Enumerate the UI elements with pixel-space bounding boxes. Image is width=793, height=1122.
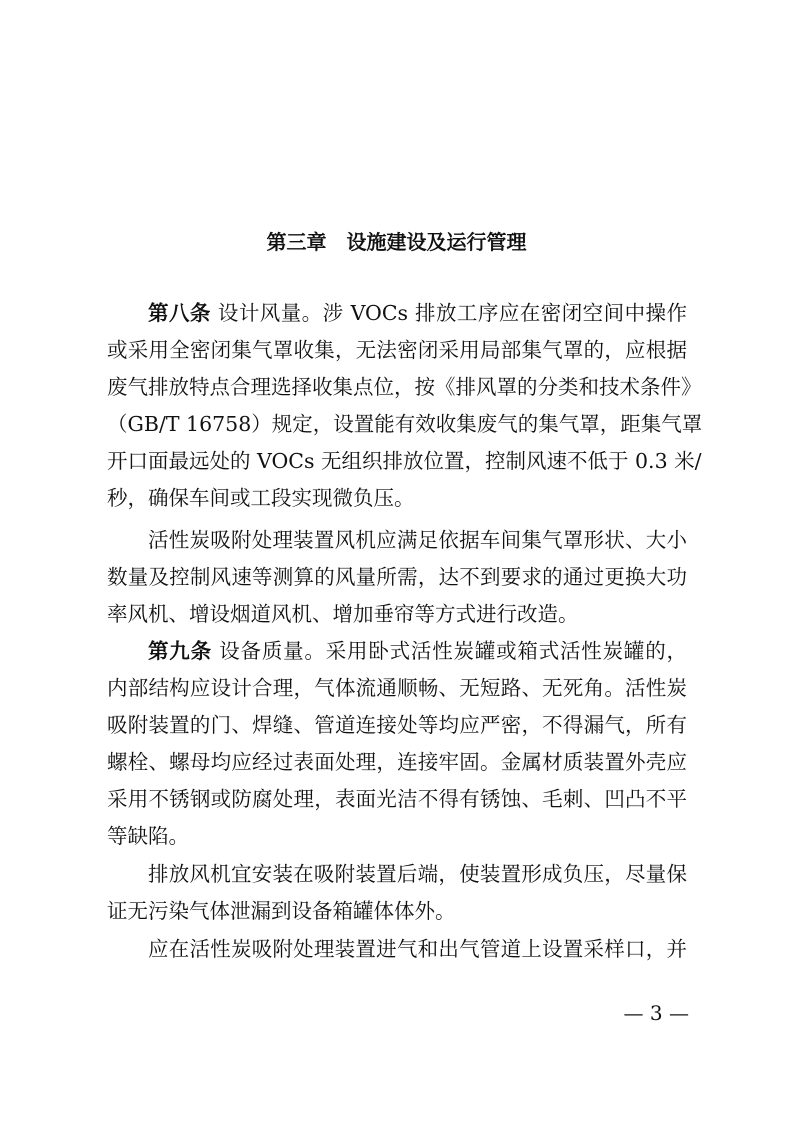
article-8-text-1: 设计风量。涉 VOCs 排放工序应在密闭空间中操作 xyxy=(217,301,687,325)
fan-paragraph-line-1: 活性炭吸附处理装置风机应满足依据车间集气罩形状、大小 xyxy=(148,528,687,552)
sampling-paragraph-line-1: 应在活性炭吸附处理装置进气和出气管道上设置采样口，并 xyxy=(148,937,687,961)
article-9-line-1 xyxy=(148,636,687,666)
chapter-title: 第三章 设施建设及运行管理 xyxy=(266,230,527,254)
article-9-line-6: 等缺陷。 xyxy=(107,824,189,848)
exhaust-paragraph-line-2: 证无污染气体泄漏到设备箱罐体体外。 xyxy=(107,899,456,923)
article-8-line-4: （GB/T 16758）规定，设置能有效收集废气的集气罩，距集气罩 xyxy=(107,412,703,436)
exhaust-paragraph-line-1: 排放风机宜安装在吸附装置后端，使装置形成负压，尽量保 xyxy=(148,862,687,886)
page-number: — 3 — xyxy=(623,1001,689,1025)
article-8-line-1 xyxy=(148,298,687,328)
article-8-label: 第八条 xyxy=(148,301,211,325)
fan-paragraph-line-3: 率风机、增设烟道风机、增加垂帘等方式进行改造。 xyxy=(107,602,579,626)
article-8-line-3: 废气排放特点合理选择收集点位，按《排风罩的分类和技术条件》 xyxy=(107,375,702,399)
article-9-line-4: 螺栓、螺母均应经过表面处理，连接牢固。金属材质装置外壳应 xyxy=(107,750,687,774)
article-9-line-2: 内部结构应设计合理，气体流通顺畅、无短路、无死角。活性炭 xyxy=(107,676,687,700)
article-9-line-5: 采用不锈钢或防腐处理，表面光洁不得有锈蚀、毛刺、凹凸不平 xyxy=(107,787,687,811)
article-9-text-1: 设备质量。采用卧式活性炭罐或箱式活性炭罐的， xyxy=(219,639,688,663)
article-9-label: 第九条 xyxy=(148,639,212,663)
article-9-line-3: 吸附装置的门、焊缝、管道连接处等均应严密，不得漏气，所有 xyxy=(107,713,687,737)
fan-paragraph-line-2: 数量及控制风速等测算的风量所需，达不到要求的通过更换大功 xyxy=(107,565,687,589)
article-8-line-5: 开口面最远处的 VOCs 无组织排放位置，控制风速不低于 0.3 米/ xyxy=(107,449,702,473)
article-8-line-2: 或采用全密闭集气罩收集，无法密闭采用局部集气罩的，应根据 xyxy=(107,338,687,362)
article-8-line-6: 秒，确保车间或工段实现微负压。 xyxy=(107,486,415,510)
